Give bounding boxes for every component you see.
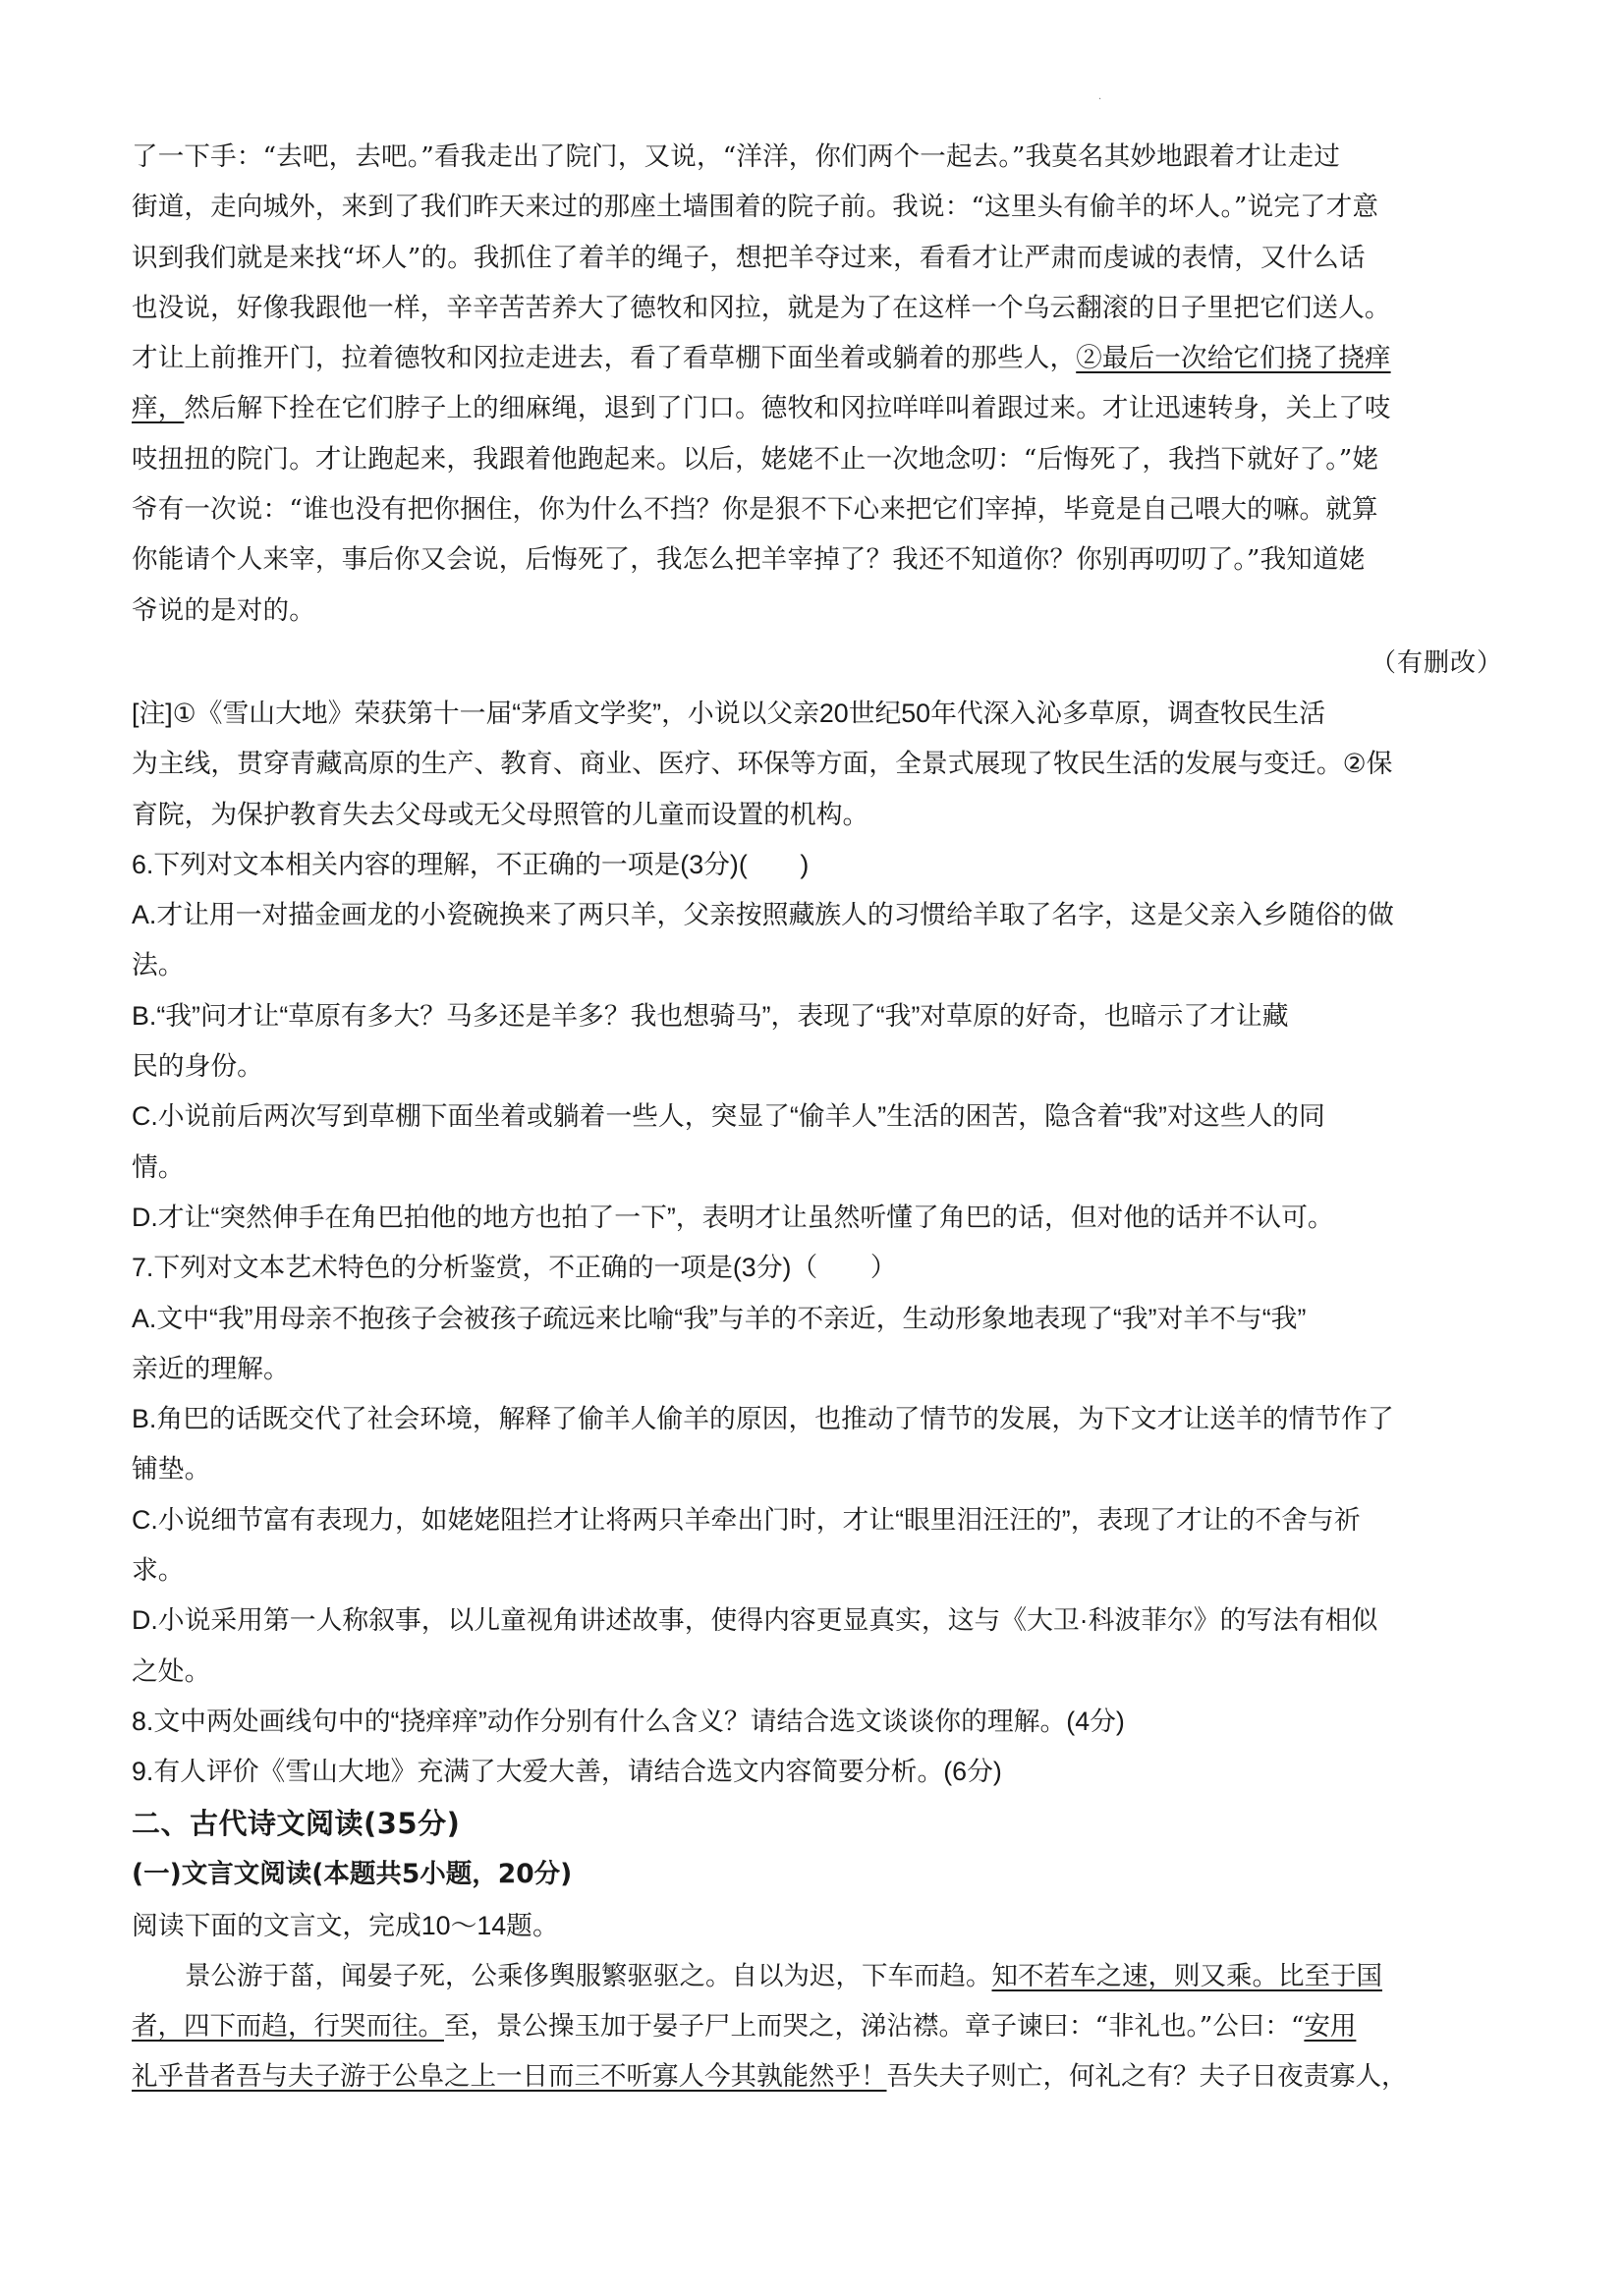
option-b: B.“我”问才让“草原有多大？马多还是羊多？我也想骑马”，表现了“我”对草原的好奇，也暗示了才让藏: [132, 1000, 1289, 1031]
option-d: D.小说采用第一人称叙事，以儿童视角讲述故事，使得内容更显真实，这与《大卫·科波菲尔》的写法有相似: [132, 1605, 1378, 1636]
story-line: [132, 333, 1507, 383]
scan-mark: ·: [1098, 94, 1102, 105]
question-8-9: [132, 1697, 1507, 1798]
option-d: D.才让“突然伸手在角巴拍他的地方也拍了一下”，表明才让虽然听懂了角巴的话，但对他的话并不认可。: [132, 1202, 1334, 1232]
section-title: 二、古代诗文阅读(35分): [132, 1806, 461, 1840]
classical-passage: [132, 1951, 1507, 2102]
footnote-line: [注]①《雪山大地》荣获第十一届“茅盾文学奖”，小说以父亲20世纪50年代深入沁多草原，调查牧民生活: [132, 698, 1326, 728]
story-line: 爷有一次说：“谁也没有把你捆住，你为什么不挡？你是狠不下心来把它们宰掉，毕竟是自己喂大的嘛。就算: [132, 494, 1378, 526]
story-excerpt: [132, 132, 1507, 636]
subsection-title: (一)文言文阅读(本题共5小题，20分): [132, 1858, 573, 1889]
footnote-line: 为主线，贯穿青藏高原的生产、教育、商业、医疗、环保等方面，全景式展现了牧民生活的发展与变迁。②保: [132, 749, 1393, 779]
story-line: 你能请个人来宰，事后你又会说，后悔死了，我怎么把羊宰掉了？我还不知道你？你别再叨叨了。”我知道姥: [132, 544, 1366, 576]
option-a: A.才让用一对描金画龙的小瓷碗换来了两只羊，父亲按照藏族人的习惯给羊取了名字，这是父亲入乡随俗的做: [132, 900, 1394, 930]
footnote-line: 育院，为保护教育失去父母或无父母照管的儿童而设置的机构。: [132, 799, 869, 829]
underlined-phrase-2: ②最后一次给它们挠了挠痒: [1076, 343, 1391, 374]
option-a-cont: 亲近的理解。: [132, 1353, 290, 1383]
question-7: [132, 1243, 1507, 1697]
option-b-cont: 铺垫。: [132, 1454, 211, 1484]
passage-text: 至，景公操玉加于晏子尸上而哭之，涕沾襟。章子谏曰：“非礼也。”公曰：“: [444, 2010, 1305, 2042]
story-line: 吱扭扭的院门。才让跑起来，我跟着他跑起来。以后，姥姥不止一次地念叨：“后悔死了，我挡下就好了。”姥: [132, 443, 1379, 475]
story-line: [132, 383, 1507, 433]
question-6: [132, 840, 1507, 1243]
option-c: C.小说前后两次写到草棚下面坐着或躺着一些人，突显了“偷羊人”生活的困苦，隐含着“我”对这些人的同: [132, 1101, 1325, 1132]
passage-text: 景公游于菑，闻晏子死，公乘侈舆服繁驱驱之。自以为迟，下车而趋。: [185, 1960, 992, 1991]
story-line: 爷说的是对的。: [132, 594, 315, 626]
option-c-cont: 情。: [132, 1151, 185, 1182]
story-line: 识到我们就是来找“坏人”的。我抓住了着羊的绳子，想把羊夺过来，看看才让严肃而虔诚的表情，又什么话: [132, 242, 1366, 273]
option-a-cont: 法。: [132, 950, 185, 980]
option-c-cont: 求。: [132, 1555, 185, 1586]
edit-credit: （有删改）: [1370, 647, 1503, 678]
option-d-cont: 之处。: [132, 1655, 211, 1686]
question-8: 8.文中两处画线句中的“挠痒痒”动作分别有什么含义？请结合选文谈谈你的理解。(4分): [132, 1706, 1125, 1736]
underlined-sentence: 者，四下而趋，行哭而往。: [132, 2010, 444, 2042]
passage-text: 吾失夫子则亡，何礼之有？夫子日夜责寡人，: [886, 2061, 1408, 2093]
option-a: A.文中“我”用母亲不抱孩子会被孩子疏远来比喻“我”与羊的不亲近，生动形象地表现了“我”对羊不与“我”: [132, 1303, 1307, 1333]
story-line-text: 才让上前推开门，拉着德牧和冈拉走进去，看了看草棚下面坐着或躺着的那些人，: [132, 343, 1077, 374]
question-stem: 7.下列对文本艺术特色的分析鉴赏，不正确的一项是(3分)（ ）: [132, 1253, 897, 1283]
underlined-sentence: 礼乎昔者吾与夫子游于公阜之上一日而三不听寡人今其孰能然乎！: [132, 2061, 887, 2093]
story-line: 街道，走向城外，来到了我们昨天来过的那座土墙围着的院子前。我说：“这里头有偷羊的坏人。”说完了才意: [132, 192, 1379, 223]
option-b: B.角巴的话既交代了社会环境，解释了偷羊人偷羊的原因，也推动了情节的发展，为下文才让送羊的情节作了: [132, 1404, 1394, 1434]
underlined-sentence: 安用: [1304, 2010, 1357, 2042]
option-b-cont: 民的身份。: [132, 1051, 263, 1082]
story-line: 也没说，好像我跟他一样，辛辛苦苦养大了德牧和冈拉，就是为了在这样一个乌云翻滚的日子里把它们送人。: [132, 292, 1391, 323]
passage-line: [132, 2051, 1507, 2101]
underlined-phrase-2-end: 痒，: [132, 393, 185, 424]
passage-line: [132, 1951, 1507, 2001]
question-stem: 6.下列对文本相关内容的理解，不正确的一项是(3分)( ): [132, 849, 810, 879]
passage-line: [132, 2001, 1507, 2051]
reading-instruction: 阅读下面的文言文，完成10～14题。: [132, 1910, 559, 1940]
footnote: [132, 689, 1507, 840]
story-line: 了一下手：“去吧，去吧。”看我走出了院门，又说，“洋洋，你们两个一起去。”我莫名其妙地跟着才让走过: [132, 141, 1340, 172]
option-c: C.小说细节富有表现力，如姥姥阻拦才让将两只羊牵出门时，才让“眼里泪汪汪的”，表现了才让的不舍与祈: [132, 1504, 1361, 1535]
story-line-text: 然后解下拴在它们脖子上的细麻绳，退到了门口。德牧和冈拉咩咩叫着跟过来。才让迅速转身，关上了吱: [184, 393, 1391, 424]
underlined-sentence: 知不若车之速，则又乘。比至于国: [991, 1960, 1382, 1991]
question-9: 9.有人评价《雪山大地》充满了大爱大善，请结合选文内容简要分析。(6分): [132, 1757, 1002, 1787]
